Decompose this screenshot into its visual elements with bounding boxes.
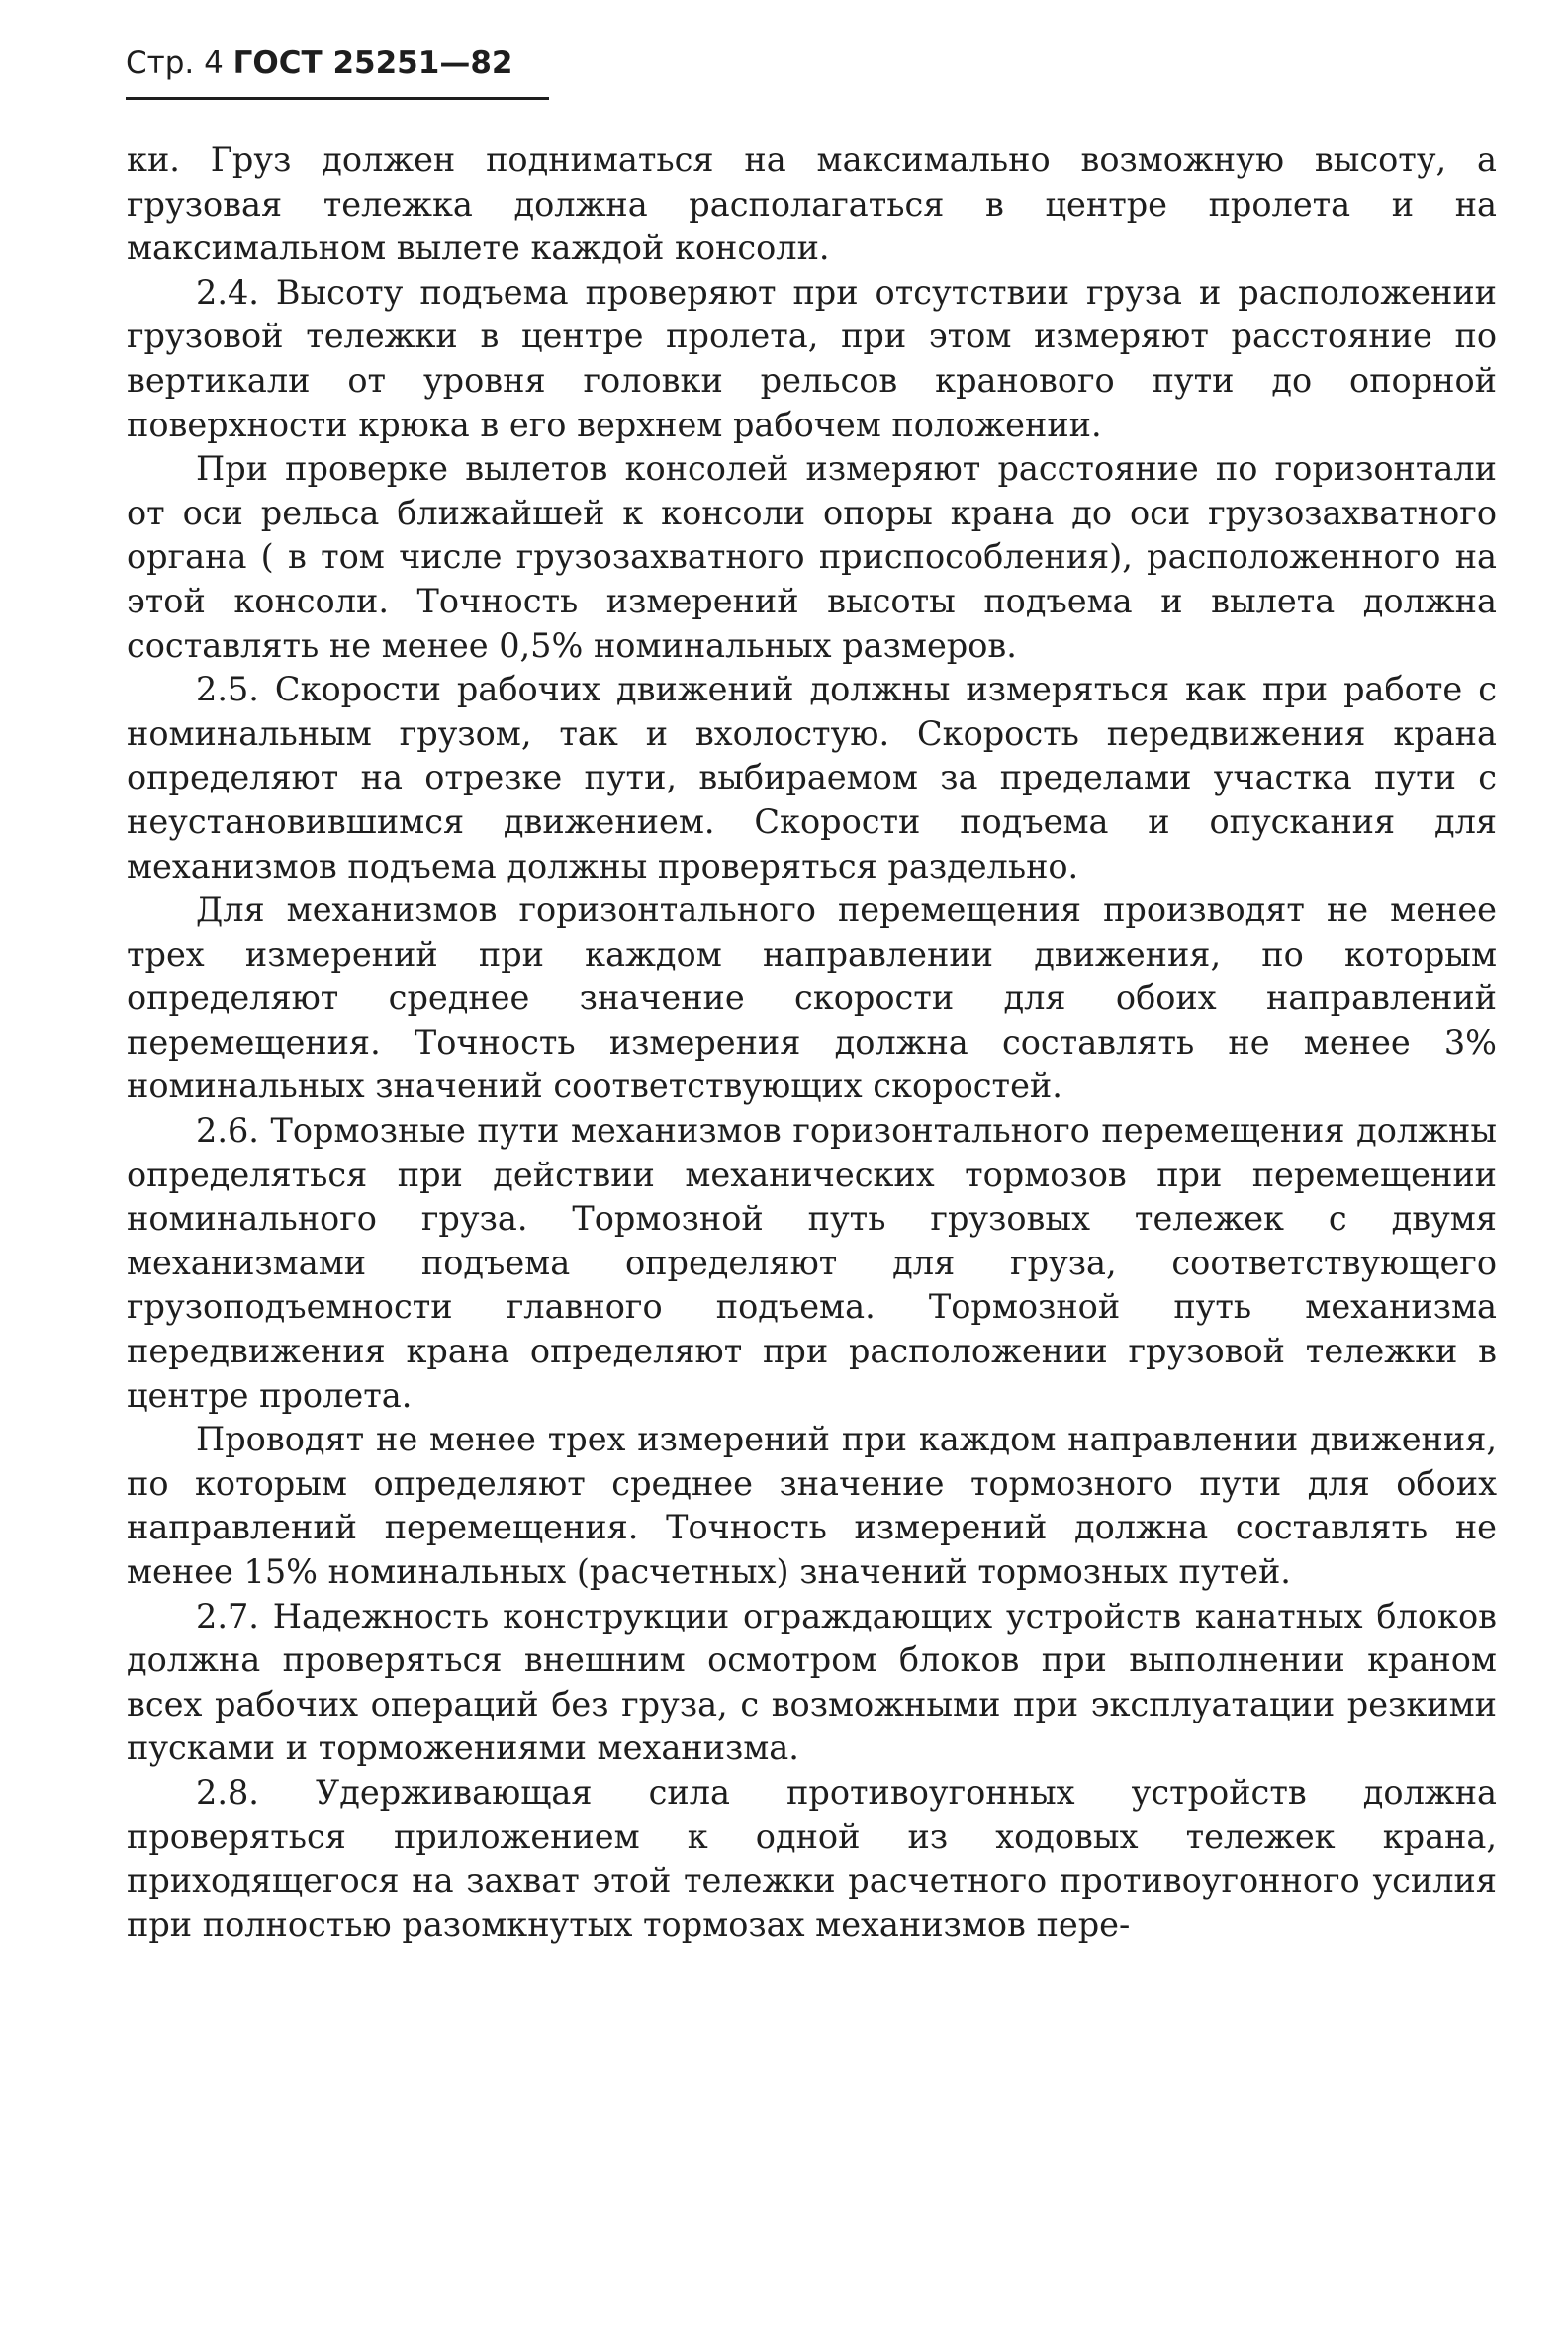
paragraph-horizontal-movement: Для механизмов горизонтального перемещения производят не менее трех измерений при каждом направлении движения, по которым определяют среднее значение скорости для обоих направлений перемещения. Точность измерения должна составлять не менее 3% номинальных значений соответствующих скоростей. [127, 890, 1497, 1106]
paragraph-2-7: 2.7. Надежность конструкции ограждающих устройств канатных блоков должна проверяться внешним осмотром блоков при выполнении краном всех рабочих операций без груза, с возможными при эксплуатации резкими пусками и торможениями механизма. [127, 1596, 1497, 1768]
paragraph-2-4: 2.4. Высоту подъема проверяют при отсутствии груза и расположении грузовой тележки в центре пролета, при этом измеряют расстояние по вертикали от уровня головки рельсов кранового пути до опорной поверхности крюка в его верхнем рабочем положении. [127, 272, 1497, 444]
header-rule [126, 97, 549, 100]
paragraph-continuation: ки. Груз должен подниматься на максимально возможную высоту, а грузовая тележка должна располагаться в центре пролета и на максимальном вылете каждой консоли. [127, 140, 1497, 268]
paragraph-2-5: 2.5. Скорости рабочих движений должны измеряться как при работе с номинальным грузом, так и вхолостую. Скорость передвижения крана определяют на отрезке пути, выбираемом за пределами участка пути с неустановившимся движением. Скорости подъема и опускания для механизмов подъема должны проверяться раздельно. [127, 670, 1497, 885]
paragraph-braking-measurements: Проводят не менее трех измерений при каждом направлении движения, по которым определяют среднее значение тормозного пути для обоих направлений перемещения. Точность измерений должна составлять не менее 15% номинальных (расчетных) значений тормозных путей. [127, 1420, 1497, 1591]
standard-designation: ГОСТ 25251—82 [232, 46, 513, 81]
paragraph-2-8: 2.8. Удерживающая сила противоугонных устройств должна проверяться приложением к одной из ходовых тележек крана, приходящегося на захват этой тележки расчетного противоугонного усилия при полностью разомкнутых тормозах механизмов пере- [127, 1772, 1497, 1944]
paragraph-2-6: 2.6. Тормозные пути механизмов горизонтального перемещения должны определяться при действии механических тормозов при перемещении номинального груза. Тормозной путь грузовых тележек с двумя механизмами подъема определяют для груза, соответствующего грузоподъемности главного подъема. Тормозной путь механизма передвижения крана определяют при расположении грузовой тележки в центре пролета. [127, 1111, 1497, 1415]
page-number: Стр. 4 [126, 46, 224, 81]
paragraph-consoles: При проверке вылетов консолей измеряют расстояние по горизонтали от оси рельса ближайшей к консоли опоры крана до оси грузозахватного органа ( в том числе грузозахватного приспособления), расположенного на этой консоли. Точность измерений высоты подъема и вылета должна составлять не менее 0,5% номинальных размеров. [127, 449, 1497, 665]
body-text [127, 139, 1497, 1947]
page-header [126, 44, 512, 83]
